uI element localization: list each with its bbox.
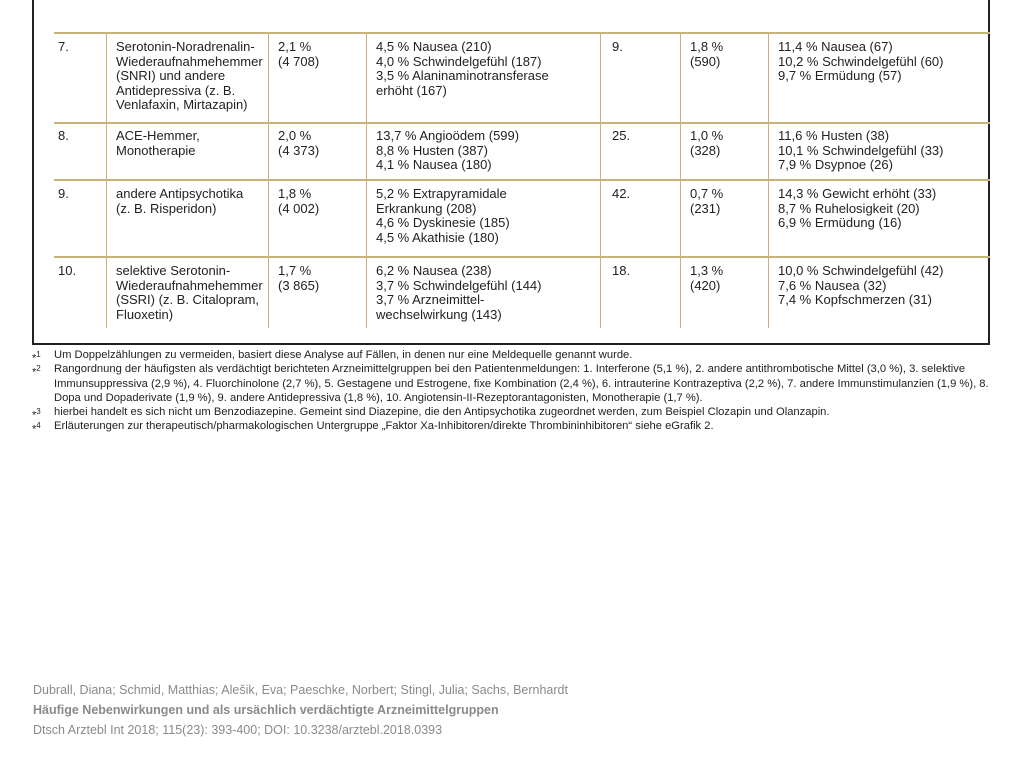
patient-share-cell: 0,7 % (231)	[690, 186, 724, 216]
drug-group-cell: andere Antipsychotika (z. B. Risperidon)	[116, 186, 244, 216]
share-cell: 1,7 % (3 865)	[278, 263, 320, 293]
table-row	[54, 256, 990, 330]
patient-rank-cell: 18.	[612, 263, 631, 278]
citation-title: Häufige Nebenwirkungen und als ursächlich verdächtigte Arzneimittelgruppen	[33, 703, 499, 717]
row-divider	[54, 179, 990, 181]
patient-rank-cell: 42.	[612, 186, 631, 201]
patient-share-cell: 1,8 % (590)	[690, 39, 724, 69]
rank-cell: 10.	[58, 263, 77, 278]
footnotes	[32, 348, 992, 437]
footnote	[32, 419, 992, 437]
row-divider	[54, 122, 990, 124]
footnote-marker: *$^1$	[32, 350, 41, 365]
effects-cell: 4,5 % Nausea (210) 4,0 % Schwindelgefühl (187) 3,5 % Alaninaminotransferase erhöht (167)	[376, 39, 549, 98]
rank-cell: 9.	[58, 186, 69, 201]
table-row	[54, 179, 990, 255]
effects-cell: 6,2 % Nausea (238) 3,7 % Schwindelgefühl (144) 3,7 % Arzneimittel- wechselwirkung (143)	[376, 263, 542, 322]
row-divider	[54, 32, 990, 34]
footnote-marker: *$^2$	[32, 364, 41, 379]
footnote-text: Erläuterungen zur therapeutisch/pharmakologischen Untergruppe „Faktor Xa-Inhibitoren/direkte Thrombininhibitoren“ siehe eGrafik 2.	[54, 420, 714, 433]
patient-effects-cell: 11,6 % Husten (38) 10,1 % Schwindelgefühl (33) 7,9 % Dsypnoe (26)	[778, 128, 944, 172]
table-row	[54, 32, 990, 122]
patient-effects-cell: 14,3 % Gewicht erhöht (33) 8,7 % Ruhelosigkeit (20) 6,9 % Ermüdung (16)	[778, 186, 937, 230]
effects-cell: 5,2 % Extrapyramidale Erkrankung (208) 4,6 % Dyskinesie (185) 4,5 % Akathisie (180)	[376, 186, 510, 245]
share-cell: 2,0 % (4 373)	[278, 128, 320, 158]
table-row	[54, 122, 990, 178]
effects-cell: 13,7 % Angioödem (599) 8,8 % Husten (387) 4,1 % Nausea (180)	[376, 128, 520, 172]
patient-share-cell: 1,0 % (328)	[690, 128, 724, 158]
patient-effects-cell: 11,4 % Nausea (67) 10,2 % Schwindelgefühl (60) 9,7 % Ermüdung (57)	[778, 39, 944, 83]
citation	[33, 680, 568, 740]
drug-group-cell: ACE-Hemmer, Monotherapie	[116, 128, 200, 158]
rank-cell: 8.	[58, 128, 69, 143]
footnote-marker: *$^3$	[32, 407, 41, 422]
footnote-text: Rangordnung der häufigsten als verdächtigt berichteten Arzneimittelgruppen bei den Patientenmeldungen: 1. Interferone (5,1 %), 2. andere antithrombotische Mittel (3,0 %), 3. selektive Immunsuppressiva (2,9 %), 4. Fluorchinolone (2,7 %), 5. Gestagene und Estrogene, fixe Kombination (2,4 %), 6. intrauterine Kontrazeptiva (2,2 %), 7. andere Immunstimulanzien (1,9 %), 8. Dopa und Dopaderivate (1,9 %), 9. andere Antidepressiva (1,8 %), 10. Angiotensin-II-Rezeptorantagonisten, Monotherapie (1,7 %).	[54, 363, 989, 404]
drug-group-cell: Serotonin-Noradrenalin- Wiederaufnahmehemmer (SNRI) und andere Antidepressiva (z. B. Venlafaxin, Mirtazapin)	[116, 39, 263, 112]
footnote	[32, 348, 992, 365]
footnote-text: hierbei handelt es sich nicht um Benzodiazepine. Gemeint sind Diazepine, die den Antipsychotika zugeordnet werden, zum Beispiel Clozapin und Olanzapin.	[54, 406, 830, 419]
results-table	[32, 0, 990, 345]
patient-rank-cell: 25.	[612, 128, 631, 143]
footnote-text: Um Doppelzählungen zu vermeiden, basiert diese Analyse auf Fällen, in denen nur eine Meldequelle genannt wurde.	[54, 349, 633, 361]
share-cell: 2,1 % (4 708)	[278, 39, 320, 69]
citation-authors: Dubrall, Diana; Schmid, Matthias; Alešik, Eva; Paeschke, Norbert; Stingl, Julia; Sachs, Bernhardt	[33, 683, 568, 697]
footnote	[32, 405, 992, 422]
rank-cell: 7.	[58, 39, 69, 54]
share-cell: 1,8 % (4 002)	[278, 186, 320, 216]
footnote-marker: *$^4$	[32, 421, 41, 437]
row-divider	[54, 256, 990, 258]
citation-source: Dtsch Arztebl Int 2018; 115(23): 393-400; DOI: 10.3238/arztebl.2018.0393	[33, 723, 443, 737]
patient-share-cell: 1,3 % (420)	[690, 263, 724, 293]
patient-rank-cell: 9.	[612, 39, 623, 54]
patient-effects-cell: 10,0 % Schwindelgefühl (42) 7,6 % Nausea (32) 7,4 % Kopfschmerzen (31)	[778, 263, 944, 307]
footnote	[32, 362, 992, 405]
drug-group-cell: selektive Serotonin- Wiederaufnahmehemmer (SSRI) (z. B. Citalopram, Fluoxetin)	[116, 263, 263, 322]
